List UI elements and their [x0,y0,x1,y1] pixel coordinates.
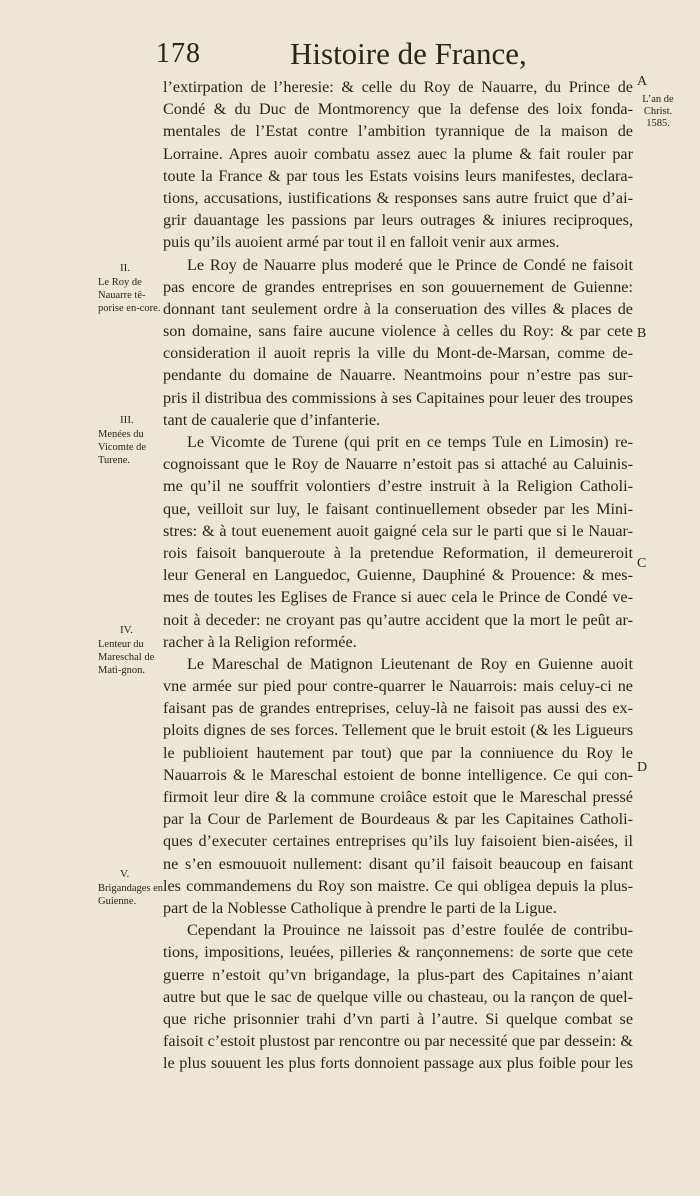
text-line: que, veilloit sur luy, le faisant continuellement obseder par les Mini- [163,499,633,518]
year-note-year: 1585. [646,118,670,129]
text-line: Le Mareschal de Matignon Lieutenant de Roy en Guienne auoit [187,654,633,673]
text-line: stres: & à tout euenement auoit gaigné cela sur le parti que si le Nauar- [163,521,633,540]
text-line: puis qu’ils auoient armé par tout il en falloit venir aux armes. [163,233,560,252]
text-line: racher à la Religion reformée. [163,632,357,651]
section-letter: C [637,556,647,571]
text-line: le publioient hautement par tout) que par la conniuence du Roy le [163,743,633,762]
side-note-number: III. [120,414,134,426]
side-note-number: V. [120,868,130,880]
text-line: tant de caualerie que d’infanterie. [163,410,381,429]
text-line: donnant tant seulement ordre à la conseruation des villes & places de [163,299,633,318]
running-title: Histoire de France, [290,36,527,71]
section-letter: A [637,74,648,89]
text-line: mes de toutes les Eglises de France si auec cela le Prince de Condé ve- [163,588,633,607]
text-line: autre but que le sac de quelque ville ou chasteau, ou la rançon de quel- [163,987,633,1006]
text-line: vne armée sur pied pour contre-quarrer le Nauarrois: mais celuy-ci ne [163,677,633,696]
text-line: leur General en Languedoc, Guienne, Dauphiné & Prouence: & mes- [163,566,633,585]
side-note-number: II. [120,262,131,274]
text-line: tions, impositions, leuées, pilleries & rançonnemens: de sorte que cete [163,943,633,962]
side-note [98,868,164,908]
text-line: toute la France & par tous les Estats voisins leurs manifestes, declara- [163,166,633,185]
text-line: me qu’il ne souffrit volontiers d’estre instruit à la Religion Catholi- [163,477,633,496]
side-note-text: Le Roy de Nauarre tê-porise en-core. [98,277,161,314]
text-line: pendante du domaine de Nauarre. Neantmoins pour n’estre pas sur- [163,366,633,385]
page-header [150,34,670,74]
text-line: Lorraine. Apres auoir combatu assez auec la plume & fait rouler par [163,144,633,163]
section-letter: B [637,326,647,341]
text-line: les commandemens du Roy son maistre. Ce qui obligea depuis la plus- [163,876,633,895]
year-note-label: L’an de Christ. [642,94,674,117]
text-line: mentales de l’Estat contre l’ambition tyrannique de la maison de [163,122,633,141]
text-body [163,76,633,1074]
side-note-number: IV. [120,624,133,636]
text-line: le plus souuent les plus forts donnoient passage aux plus foible pour les [163,1054,633,1073]
text-line: son domaine, sans faire aucune violence à celles du Roy: & par cete [163,322,633,341]
section-letter: D [637,760,648,775]
text-line: cognoissant que le Roy de Nauarre n’estoit pas si attaché au Caluinis- [163,455,633,474]
text-line: par la Cour de Parlement de Bourdeaus & par les Capitaines Catholi- [163,810,633,829]
year-note [634,94,682,130]
text-line: guerre n’estoit qu’vn brigandage, la plus-part des Capitaines n’aiant [163,965,633,984]
text-line: ne s’en esmouuoit nullement: disant qu’il faisoit beaucoup en faisant [163,854,633,873]
text-line: ploits dignes de ses forces. Tellement que le bruit estoit (& les Ligueurs [163,721,633,740]
text-line: tions, accusations, iustifications & responses sans autre fruict que d’ai- [163,188,633,207]
text-line: l’extirpation de l’heresie: & celle du Roy de Nauarre, du Prince de [163,78,633,96]
text-line: que riche prisonnier trahi d’vn parti à l’autre. Si quelque combat se [163,1009,633,1028]
text-line: noit à deceder: ne croyant pas qu’autre accident que la mort le peût ar- [163,610,633,629]
text-line: Cependant la Prouince ne laissoit pas d’estre foulée de contribu- [187,921,633,940]
text-line: pas encore de grandes entreprises en son gouuernement de Guienne: [163,277,633,296]
side-note-text: Lenteur du Mareschal de Mati-gnon. [98,639,155,676]
text-line: Le Roy de Nauarre plus moderé que le Prince de Condé ne faisoit [187,255,633,274]
side-note [98,262,164,315]
text-line: consideration il auoit repris la ville du Mont-de-Marsan, comme de- [163,344,633,363]
side-note-text: Brigandages en Guienne. [98,883,164,907]
text-line: faisant pas de grandes entreprises, celuy-là ne faisoit pas aussi des ex- [163,699,633,718]
text-line: Nauarrois & le Mareschal estoient de bonne intelligence. Ce qui con- [163,765,633,784]
text-line: pris il distribua des commissions à ses Capitaines pour leuer des troupes [163,388,633,407]
text-line: ques d’executer certaines entreprises qu’ils luy faisoient bien-aisées, il [163,832,633,851]
text-line: grir dauantage les passions par leurs outrages & iniures reciproques, [163,211,633,230]
text-line: rois faisoit banqueroute à la pretendue Reformation, il demeureroit [163,543,633,562]
text-line: faisoit c’estoit plustost par rencontre ou par necessité que par dessein: & [163,1032,633,1051]
text-line: Condé & du Duc de Montmorency que la defense des loix fonda- [163,100,633,119]
side-note [98,414,164,467]
text-line: firmoit leur dire & la commune croiâce estoit que le Mareschal pressé [163,788,633,806]
side-note [98,624,164,677]
page-number: 178 [156,38,201,69]
side-note-text: Menées du Vicomte de Turene. [98,429,147,466]
text-line: Le Vicomte de Turene (qui prit en ce temps Tule en Limosin) re- [187,433,633,451]
text-line: part de la Noblesse Catholique à prendre le parti de la Ligue. [163,898,557,917]
